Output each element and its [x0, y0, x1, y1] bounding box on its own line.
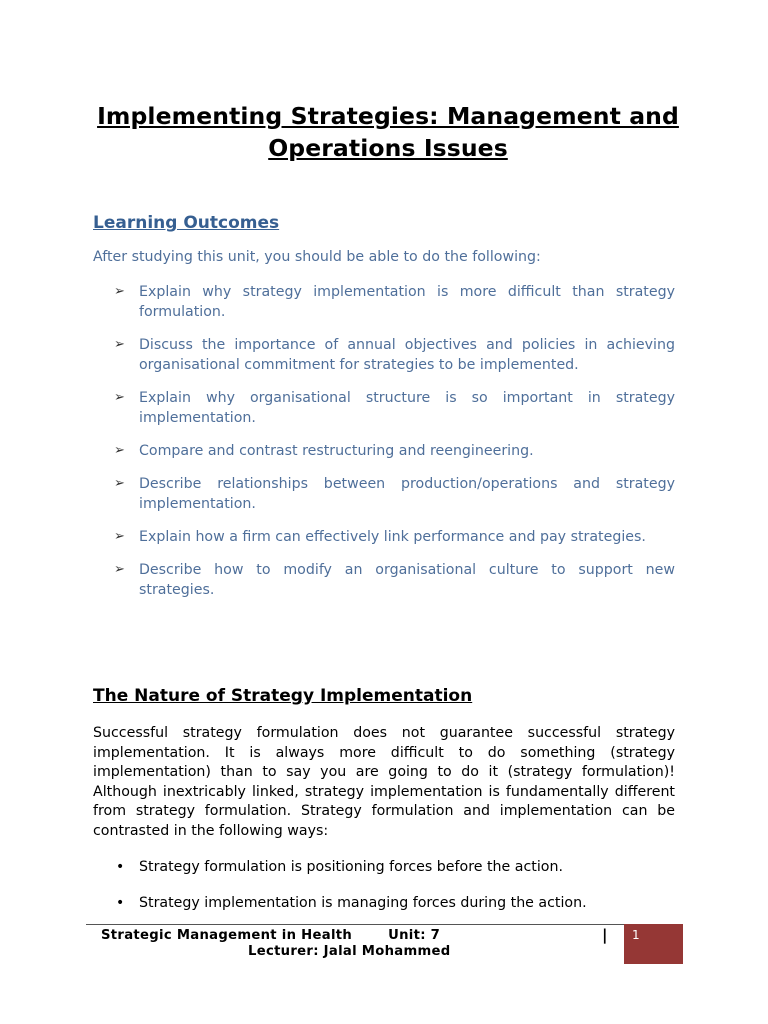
footer-separator: |: [602, 926, 608, 944]
round-bullet-icon: •: [116, 859, 125, 875]
footer-course: Strategic Management in Health: [101, 928, 353, 943]
arrowhead-bullet-icon: ➢: [114, 284, 125, 299]
page-number-box: [624, 924, 683, 964]
list-item: • Strategy formulation is positioning forces before the action.: [116, 859, 563, 875]
page-title: Implementing Strategies: Management and Operations Issues: [97, 102, 679, 162]
nature-section-heading: The Nature of Strategy Implementation: [93, 686, 473, 706]
footer-lecturer: Lecturer: Jalal Mohammed: [248, 944, 451, 959]
list-item: ➢ Describe relationships between production/operations and strategy implementation.: [114, 476, 675, 512]
footer-divider: [86, 924, 682, 925]
nature-paragraph: Successful strategy formulation does not guarantee successful strategy implementation. It is always more difficult to do something (strategy implementation) than to say you are going to do it (strategy formulation)! Although inextricably linked, strategy implementation is fundamentally different from strategy formulation. Strategy formulation and implementation can be contrasted in the following ways:: [93, 725, 675, 839]
list-item: ➢ Discuss the importance of annual objectives and policies in achieving organisational commitment for strategies to be implemented.: [114, 337, 675, 373]
list-item: ➢ Describe how to modify an organisational culture to support new strategies.: [114, 562, 675, 598]
list-item: ➢ Explain why organisational structure is so important in strategy implementation.: [114, 390, 675, 426]
list-item: ➢ Explain how a firm can effectively link performance and pay strategies.: [114, 529, 646, 545]
arrowhead-bullet-icon: ➢: [114, 443, 125, 458]
round-bullet-icon: •: [116, 895, 125, 911]
footer-course-line: [101, 928, 440, 943]
page-number: 1: [632, 928, 640, 942]
footer-unit: Unit: 7: [388, 928, 441, 943]
nature-bullet-list: [114, 857, 675, 929]
learning-outcomes-heading: Learning Outcomes: [93, 213, 280, 233]
list-item: ➢ Compare and contrast restructuring and reengineering.: [114, 443, 534, 459]
arrowhead-bullet-icon: ➢: [114, 337, 125, 352]
learning-outcomes-list: [114, 282, 675, 613]
arrowhead-bullet-icon: ➢: [114, 476, 125, 491]
arrowhead-bullet-icon: ➢: [114, 529, 125, 544]
learning-outcomes-intro: After studying this unit, you should be able to do the following:: [93, 249, 541, 265]
list-item: • Strategy implementation is managing forces during the action.: [116, 895, 587, 911]
arrowhead-bullet-icon: ➢: [114, 562, 125, 577]
arrowhead-bullet-icon: ➢: [114, 390, 125, 405]
list-item: ➢ Explain why strategy implementation is more difficult than strategy formulation.: [114, 284, 675, 320]
